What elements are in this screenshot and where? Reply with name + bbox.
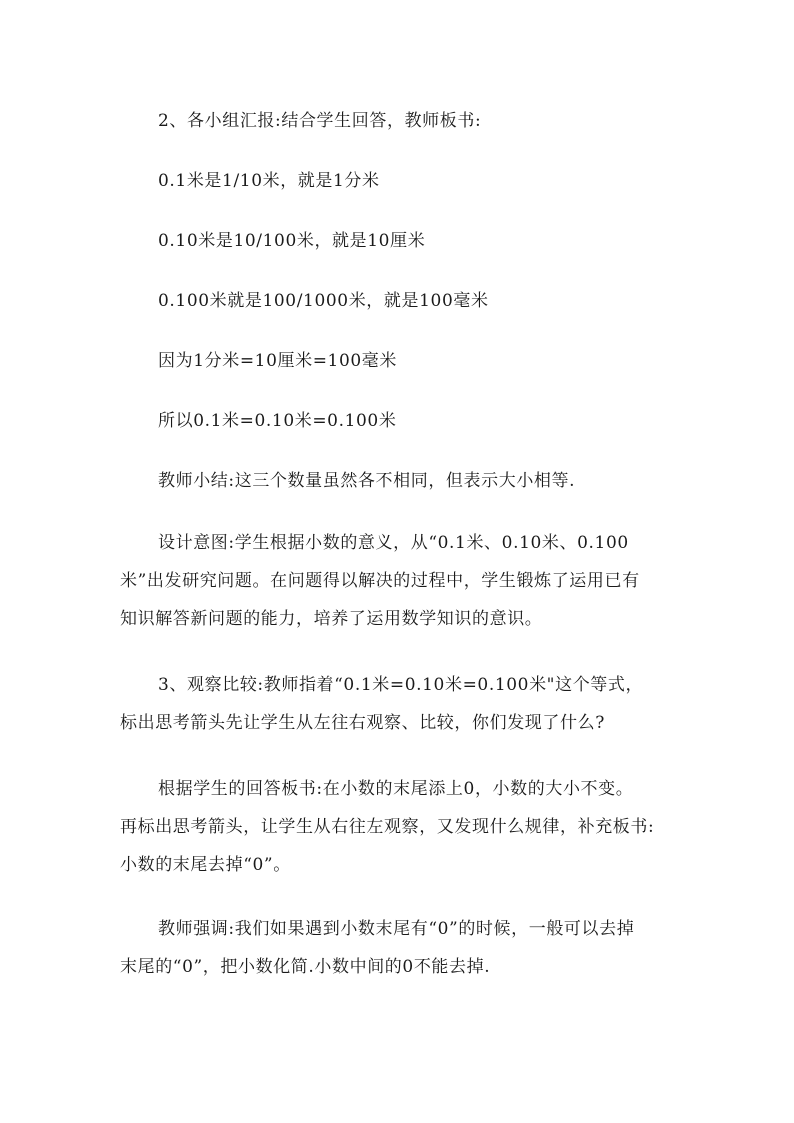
paragraph-board-writing bbox=[120, 770, 678, 884]
design-intent-line-1: 设计意图:学生根据小数的意义，从“0.1米、0.10米、0.100 bbox=[158, 533, 629, 553]
paragraph-decimeter: 0.1米是1/10米，就是1分米 bbox=[158, 171, 380, 191]
paragraph-teacher-summary: 教师小结:这三个数量虽然各不相同，但表示大小相等. bbox=[158, 471, 576, 491]
board-writing-line-3: 小数的末尾去掉“0”。 bbox=[120, 855, 291, 875]
paragraph-because: 因为1分米=10厘米=100毫米 bbox=[158, 351, 397, 371]
paragraph-therefore: 所以0.1米=0.10米=0.100米 bbox=[158, 411, 397, 431]
paragraph-design-intent bbox=[120, 524, 678, 638]
paragraph-group-report: 2、各小组汇报:结合学生回答，教师板书: bbox=[158, 111, 482, 131]
design-intent-line-3: 知识解答新问题的能力，培养了运用数学知识的意识。 bbox=[120, 609, 543, 629]
observe-compare-line-2: 标出思考箭头先让学生从左往右观察、比较，你们发现了什么? bbox=[120, 713, 605, 733]
observe-compare-line-1: 3、观察比较:教师指着“0.1米=0.10米=0.100米"这个等式， bbox=[158, 675, 644, 695]
paragraph-millimeter: 0.100米就是100/1000米，就是100毫米 bbox=[158, 291, 489, 311]
paragraph-teacher-emphasis bbox=[120, 910, 678, 986]
paragraph-centimeter: 0.10米是10/100米，就是10厘米 bbox=[158, 231, 426, 251]
teacher-emphasis-line-1: 教师强调:我们如果遇到小数末尾有“0”的时候，一般可以去掉 bbox=[158, 919, 635, 939]
board-writing-line-1: 根据学生的回答板书:在小数的末尾添上0，小数的大小不变。 bbox=[158, 779, 634, 799]
design-intent-line-2: 米”出发研究问题。在问题得以解决的过程中，学生锻炼了运用已有 bbox=[120, 571, 640, 591]
board-writing-line-2: 再标出思考箭头，让学生从右往左观察，又发现什么规律，补充板书: bbox=[120, 817, 655, 837]
paragraph-observe-compare bbox=[120, 666, 678, 742]
teacher-emphasis-line-2: 末尾的“0”，把小数化简.小数中间的0不能去掉. bbox=[120, 957, 491, 977]
